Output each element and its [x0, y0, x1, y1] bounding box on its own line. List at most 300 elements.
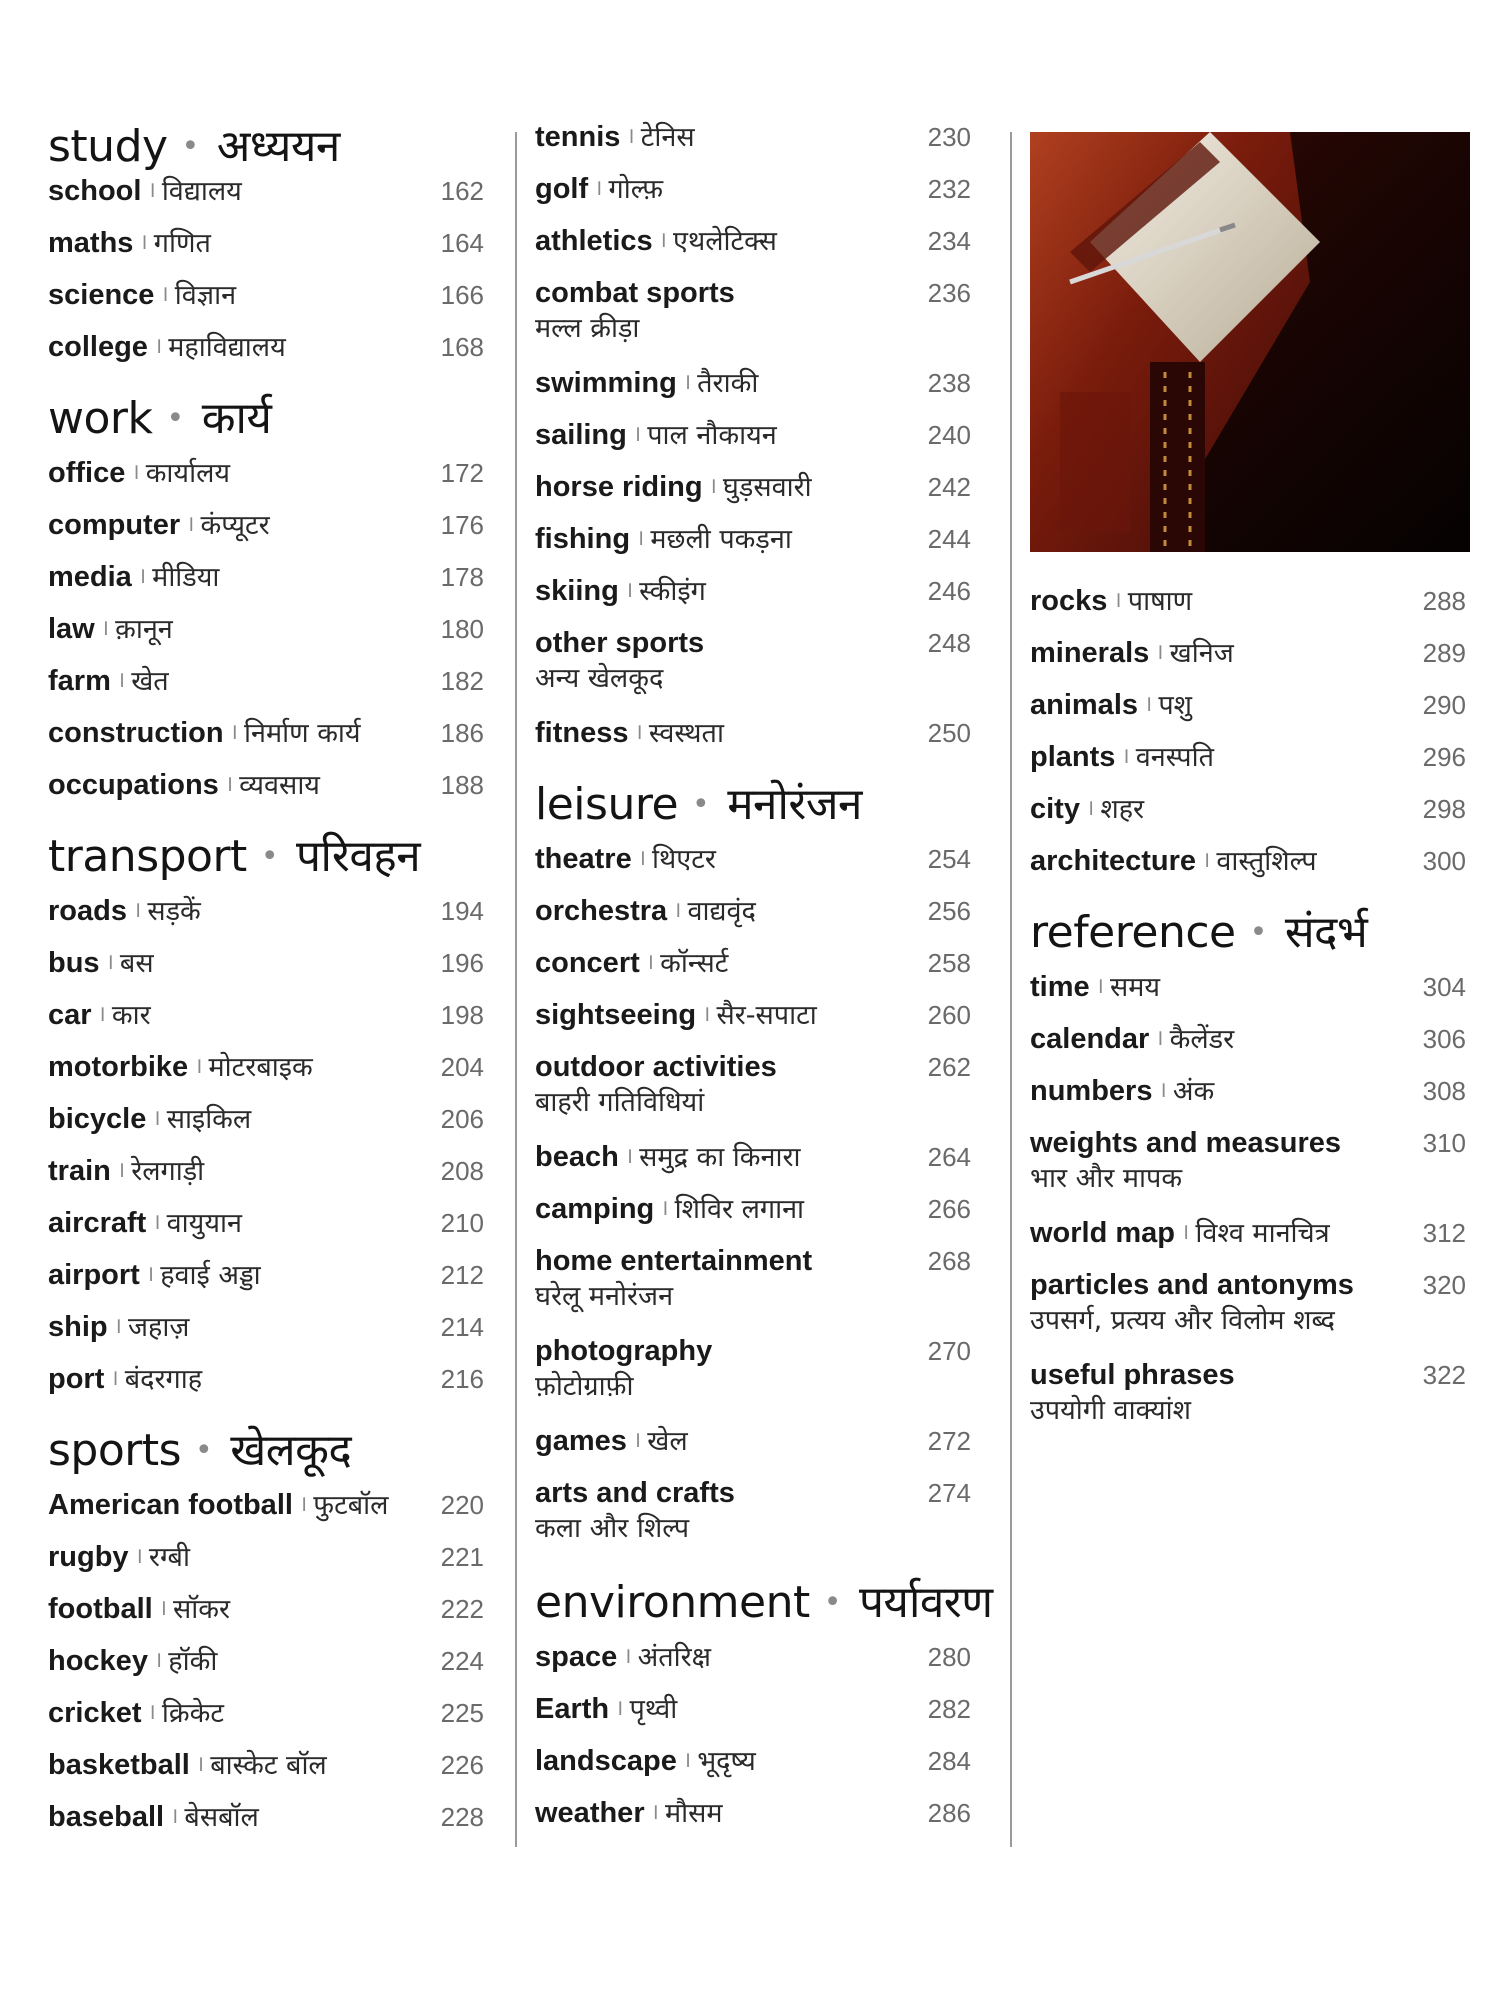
entry-hindi: कला और शिल्प: [535, 1513, 690, 1544]
entry-hindi: कार: [111, 1000, 151, 1031]
entry-separator: ।: [139, 230, 148, 255]
entry-english: swimming: [535, 367, 677, 399]
entry-hindi: वायुयान: [166, 1208, 242, 1239]
entry-hindi: समय: [1109, 972, 1161, 1003]
entry-page-number: 204: [440, 1052, 484, 1082]
contents-entry[interactable]: [48, 174, 488, 226]
entry-separator: ।: [660, 1196, 669, 1221]
entry-page-number: 168: [440, 332, 484, 362]
entry-hindi: समुद्र का किनारा: [639, 1142, 801, 1173]
entry-hindi: सॉकर: [173, 1594, 231, 1625]
entry-page-number: 238: [927, 368, 971, 398]
entry-page-number: 290: [1422, 690, 1466, 720]
entry-english: aircraft: [48, 1207, 147, 1239]
entry-hindi: बेसबॉल: [184, 1802, 259, 1833]
entry-english: bicycle: [48, 1103, 147, 1135]
entry-hindi: खनिज: [1169, 638, 1234, 669]
entry-hindi: खेत: [131, 666, 169, 697]
entry-hindi: कैलेंडर: [1169, 1024, 1235, 1055]
entry-english: time: [1030, 971, 1090, 1003]
entry-hindi: शिविर लगाना: [674, 1194, 805, 1225]
entry-english: football: [48, 1593, 153, 1625]
entry-hindi: क़ानून: [115, 614, 173, 645]
entry-separator: ।: [658, 228, 668, 253]
section-heading-english: leisure: [535, 779, 679, 830]
entry-page-number: 242: [927, 472, 971, 502]
entry-page-number: 286: [927, 1798, 971, 1828]
entry-hindi: कंप्यूटर: [200, 510, 270, 541]
entry-page-number: 300: [1422, 846, 1466, 876]
contents-entry[interactable]: [535, 1424, 975, 1476]
entry-english: space: [535, 1641, 618, 1673]
leather-book-pen-image: [1030, 132, 1470, 552]
section-heading-english: transport: [48, 831, 247, 882]
entry-page-number: 228: [440, 1802, 484, 1832]
entry-english: world map: [1030, 1217, 1176, 1249]
entry-english: athletics: [535, 225, 653, 257]
entry-english: weights and measures: [1030, 1127, 1342, 1159]
entry-separator: ।: [153, 1648, 163, 1673]
entry-page-number: 296: [1422, 742, 1466, 772]
contents-entry[interactable]: [535, 224, 975, 276]
entry-page-number: 236: [927, 278, 971, 308]
section-heading-english: sports: [48, 1425, 182, 1476]
entry-hindi: सड़कें: [147, 896, 201, 927]
entry-page-number: 246: [927, 576, 971, 606]
heading-bullet: •: [181, 129, 199, 164]
entry-english: plants: [1030, 741, 1116, 773]
section-heading: [535, 768, 975, 842]
entry-hindi: व्यवसाय: [239, 770, 320, 801]
contents-entry[interactable]: [1030, 584, 1470, 636]
contents-entry[interactable]: [48, 1050, 488, 1102]
entry-english: concert: [535, 947, 640, 979]
entry-page-number: 280: [927, 1642, 971, 1672]
entry-hindi: थिएटर: [652, 844, 716, 875]
entry-english: theatre: [535, 843, 632, 875]
contents-entry[interactable]: [48, 1540, 488, 1592]
section-heading-hindi: मनोरंजन: [727, 779, 862, 830]
entry-english: airport: [48, 1259, 140, 1291]
entry-hindi: निर्माण कार्य: [243, 718, 361, 749]
entry-hindi: शहर: [1100, 794, 1145, 825]
contents-entry[interactable]: [535, 1140, 975, 1192]
entry-separator: ।: [1095, 974, 1104, 999]
entry-english: minerals: [1030, 637, 1150, 669]
contents-entry[interactable]: [48, 1362, 488, 1414]
section-heading-english: environment: [535, 1577, 810, 1628]
entry-hindi: फ़ोटोग्राफ़ी: [535, 1371, 634, 1402]
contents-entry[interactable]: [535, 172, 975, 224]
entry-separator: ।: [160, 282, 169, 307]
entry-separator: ।: [623, 1644, 632, 1669]
entry-page-number: 260: [927, 1000, 971, 1030]
section-heading: [48, 382, 488, 456]
column-divider: [515, 132, 517, 1847]
contents-entry[interactable]: [48, 1800, 488, 1852]
entry-page-number: 232: [927, 174, 971, 204]
section-heading-hindi: कार्य: [201, 393, 272, 444]
entry-separator: ।: [116, 668, 126, 693]
contents-entry[interactable]: [1030, 844, 1470, 896]
entry-english: useful phrases: [1030, 1359, 1235, 1391]
entry-english: animals: [1030, 689, 1138, 721]
entry-page-number: 264: [927, 1142, 971, 1172]
entry-separator: ।: [116, 1158, 126, 1183]
entry-hindi: स्वस्थता: [648, 718, 724, 749]
section-heading: [535, 1566, 993, 1640]
entry-english: sailing: [535, 419, 627, 451]
entry-page-number: 308: [1422, 1076, 1466, 1106]
entry-english: landscape: [535, 1745, 677, 1777]
entry-hindi: भूदृष्य: [697, 1746, 756, 1777]
contents-entry[interactable]: [535, 1640, 975, 1692]
entry-separator: ।: [1202, 848, 1211, 873]
contents-entry[interactable]: [535, 1796, 975, 1848]
entry-separator: ।: [152, 1106, 161, 1131]
entry-english: other sports: [535, 627, 705, 659]
entry-separator: ।: [158, 1596, 168, 1621]
entry-english: city: [1030, 793, 1080, 825]
entry-hindi: भार और मापक: [1030, 1163, 1183, 1194]
entry-page-number: 180: [440, 614, 484, 644]
entry-english: law: [48, 613, 95, 645]
entry-page-number: 289: [1422, 638, 1466, 668]
contents-entry[interactable]: [48, 664, 488, 716]
entry-page-number: 250: [927, 718, 971, 748]
entry-hindi: टेनिस: [640, 122, 695, 153]
entry-page-number: 282: [927, 1694, 971, 1724]
section-heading-hindi: खेलकूद: [230, 1425, 352, 1476]
contents-entry[interactable]: [1030, 1126, 1470, 1216]
contents-entry[interactable]: [48, 226, 488, 278]
contents-entry[interactable]: [1030, 1358, 1470, 1448]
entry-english: orchestra: [535, 895, 668, 927]
contents-entry[interactable]: [535, 1692, 975, 1744]
contents-entry[interactable]: [535, 1476, 975, 1566]
entry-hindi: तैराकी: [697, 368, 759, 399]
contents-entry[interactable]: [48, 1310, 488, 1362]
heading-bullet: •: [823, 1585, 841, 1620]
entry-hindi: उपयोगी वाक्यांश: [1030, 1395, 1192, 1426]
contents-entry[interactable]: [48, 1748, 488, 1800]
contents-entry[interactable]: [1030, 1216, 1470, 1268]
entry-hindi: क्रिकेट: [161, 1698, 224, 1729]
entry-separator: ।: [195, 1752, 205, 1777]
entry-english: office: [48, 457, 126, 489]
entry-page-number: 162: [440, 176, 484, 206]
entry-page-number: 178: [440, 562, 484, 592]
entry-separator: ।: [632, 1428, 642, 1453]
entry-hindi: स्कीइंग: [639, 576, 706, 607]
contents-entry[interactable]: [48, 278, 488, 330]
contents-entry[interactable]: [48, 456, 488, 508]
entry-separator: ।: [97, 1002, 106, 1027]
entry-hindi: गणित: [153, 228, 211, 259]
entry-english: rugby: [48, 1541, 129, 1573]
contents-entry[interactable]: [48, 1644, 488, 1696]
entry-page-number: 222: [440, 1594, 484, 1624]
contents-entry[interactable]: [48, 1258, 488, 1310]
contents-entry[interactable]: [535, 276, 975, 366]
section-heading: [48, 120, 488, 174]
entry-hindi: रेलगाड़ी: [131, 1156, 205, 1187]
entry-english: farm: [48, 665, 111, 697]
entry-hindi: रग्बी: [148, 1542, 190, 1573]
entry-english: tennis: [535, 121, 621, 153]
entry-english: rocks: [1030, 585, 1108, 617]
contents-entry[interactable]: [1030, 1022, 1470, 1074]
entry-english: roads: [48, 895, 127, 927]
entry-page-number: 198: [440, 1000, 484, 1030]
entry-separator: ।: [105, 950, 114, 975]
section-photo: [1030, 132, 1470, 552]
entry-hindi: हवाई अड्डा: [160, 1260, 261, 1291]
entry-hindi: अंतरिक्ष: [637, 1642, 711, 1673]
entry-page-number: 272: [927, 1426, 971, 1456]
entry-separator: ।: [134, 1544, 143, 1569]
contents-column-2: [535, 120, 993, 1848]
contents-entry[interactable]: [535, 626, 975, 716]
entry-page-number: 176: [440, 510, 484, 540]
entry-hindi: उपसर्ग, प्रत्यय और विलोम शब्द: [1030, 1305, 1335, 1336]
entry-separator: ।: [1113, 588, 1122, 613]
heading-bullet: •: [260, 839, 279, 874]
contents-entry[interactable]: [535, 716, 975, 768]
entry-page-number: 182: [440, 666, 484, 696]
entry-english: college: [48, 331, 148, 363]
entry-separator: ।: [1158, 1078, 1167, 1103]
entry-separator: ।: [145, 1262, 155, 1287]
entry-page-number: 266: [927, 1194, 971, 1224]
entry-english: construction: [48, 717, 224, 749]
contents-entry[interactable]: [535, 1050, 975, 1140]
entry-separator: ।: [132, 898, 142, 923]
entry-page-number: 210: [440, 1208, 484, 1238]
contents-entry[interactable]: [48, 768, 488, 820]
section-heading: [1030, 896, 1470, 970]
contents-entry[interactable]: [48, 1696, 488, 1748]
entry-page-number: 230: [927, 122, 971, 152]
entry-separator: ।: [131, 460, 140, 485]
entry-hindi: वनस्पति: [1135, 742, 1214, 773]
entry-separator: ।: [1155, 1026, 1164, 1051]
entry-english: car: [48, 999, 92, 1031]
entry-separator: ।: [615, 1696, 624, 1721]
entry-page-number: 221: [440, 1542, 484, 1572]
contents-entry[interactable]: [1030, 688, 1470, 740]
section-heading-hindi: संदर्भ: [1284, 907, 1368, 958]
heading-bullet: •: [195, 1433, 213, 1468]
contents-entry[interactable]: [48, 612, 488, 664]
entry-separator: ।: [708, 474, 717, 499]
entry-separator: ।: [186, 512, 195, 537]
entry-separator: ।: [636, 526, 645, 551]
entry-english: fitness: [535, 717, 629, 749]
entry-hindi: विद्यालय: [161, 176, 242, 207]
entry-english: media: [48, 561, 132, 593]
contents-entry[interactable]: [535, 842, 975, 894]
entry-page-number: 186: [440, 718, 484, 748]
contents-entry[interactable]: [535, 366, 975, 418]
entry-english: numbers: [1030, 1075, 1153, 1107]
contents-entry[interactable]: [535, 574, 975, 626]
entry-hindi: जहाज़: [127, 1312, 190, 1343]
entry-hindi: महाविद्यालय: [168, 332, 286, 363]
contents-entry[interactable]: [1030, 636, 1470, 688]
contents-entry[interactable]: [48, 716, 488, 768]
entry-separator: ।: [1181, 1220, 1190, 1245]
entry-hindi: घरेलू मनोरंजन: [535, 1281, 674, 1312]
entry-separator: ।: [637, 846, 647, 871]
entry-english: hockey: [48, 1645, 148, 1677]
entry-english: port: [48, 1363, 105, 1395]
entry-english: golf: [535, 173, 589, 205]
entry-page-number: 270: [927, 1336, 971, 1366]
entry-page-number: 212: [440, 1260, 484, 1290]
entry-english: sightseeing: [535, 999, 697, 1031]
entry-english: beach: [535, 1141, 619, 1173]
section-heading-hindi: परिवहन: [296, 831, 421, 882]
entry-hindi: अंक: [1172, 1076, 1215, 1107]
entry-separator: ।: [147, 1700, 156, 1725]
contents-entry[interactable]: [535, 946, 975, 998]
contents-entry[interactable]: [48, 560, 488, 612]
entry-english: combat sports: [535, 277, 735, 309]
entry-hindi: पाल नौकायन: [647, 420, 777, 451]
entry-english: motorbike: [48, 1051, 189, 1083]
entry-page-number: 220: [440, 1490, 484, 1520]
entry-english: ship: [48, 1311, 108, 1343]
entry-page-number: 254: [927, 844, 971, 874]
entry-separator: ।: [147, 178, 156, 203]
entry-page-number: 304: [1422, 972, 1466, 1002]
contents-entry[interactable]: [535, 470, 975, 522]
entry-page-number: 164: [440, 228, 484, 258]
contents-entry[interactable]: [48, 946, 488, 998]
entry-page-number: 298: [1422, 794, 1466, 824]
entry-english: science: [48, 279, 155, 311]
entry-english: cricket: [48, 1697, 142, 1729]
entry-english: American football: [48, 1489, 293, 1521]
entry-english: home entertainment: [535, 1245, 813, 1277]
contents-entry[interactable]: [535, 120, 975, 172]
column-divider: [1010, 132, 1012, 1847]
section-heading: [48, 1414, 488, 1488]
entry-english: maths: [48, 227, 134, 259]
entry-hindi: विज्ञान: [174, 280, 237, 311]
section-heading-english: reference: [1030, 907, 1236, 958]
contents-entry[interactable]: [48, 1102, 488, 1154]
entry-hindi: बाहरी गतिविधियां: [535, 1087, 705, 1118]
contents-entry[interactable]: [48, 1592, 488, 1644]
contents-entry[interactable]: [1030, 1074, 1470, 1126]
contents-column-1: [48, 120, 488, 1852]
contents-entry[interactable]: [535, 894, 975, 946]
contents-entry[interactable]: [535, 418, 975, 470]
entry-english: outdoor activities: [535, 1051, 777, 1083]
contents-entry[interactable]: [48, 1154, 488, 1206]
entry-english: basketball: [48, 1749, 190, 1781]
entry-hindi: पशु: [1158, 690, 1193, 721]
heading-bullet: •: [1249, 915, 1267, 950]
contents-entry[interactable]: [1030, 970, 1470, 1022]
entry-page-number: 248: [927, 628, 971, 658]
contents-entry[interactable]: [535, 522, 975, 574]
contents-entry[interactable]: [1030, 1268, 1470, 1358]
entry-page-number: 262: [927, 1052, 971, 1082]
entry-hindi: मछली पकड़ना: [650, 524, 792, 555]
entry-page-number: 216: [440, 1364, 484, 1394]
entry-english: fishing: [535, 523, 631, 555]
entry-english: arts and crafts: [535, 1477, 735, 1509]
entry-hindi: घुड़सवारी: [722, 472, 812, 503]
entry-hindi: बंदरगाह: [124, 1364, 203, 1395]
entry-hindi: मोटरबाइक: [208, 1052, 313, 1083]
entry-page-number: 214: [440, 1312, 484, 1342]
entry-separator: ।: [110, 1366, 119, 1391]
contents-entry[interactable]: [48, 1488, 488, 1540]
contents-entry[interactable]: [535, 1192, 975, 1244]
section-heading-english: work: [48, 393, 153, 444]
entry-page-number: 206: [440, 1104, 484, 1134]
entry-page-number: 208: [440, 1156, 484, 1186]
entry-page-number: 166: [440, 280, 484, 310]
entry-english: horse riding: [535, 471, 703, 503]
entry-hindi: गोल्फ़: [608, 174, 664, 205]
entry-english: computer: [48, 509, 181, 541]
entry-separator: ।: [1085, 796, 1095, 821]
contents-entry[interactable]: [535, 1334, 975, 1424]
entry-hindi: साइकिल: [166, 1104, 252, 1135]
entry-separator: ।: [645, 950, 655, 975]
entry-page-number: 256: [927, 896, 971, 926]
entry-hindi: वाद्यवृंद: [687, 896, 756, 927]
contents-entry[interactable]: [1030, 792, 1470, 844]
entry-separator: ।: [673, 898, 682, 923]
entry-page-number: 196: [440, 948, 484, 978]
entry-separator: ।: [170, 1804, 179, 1829]
entry-english: particles and antonyms: [1030, 1269, 1354, 1301]
entry-separator: ।: [634, 720, 643, 745]
section-heading-hindi: अध्ययन: [216, 121, 340, 172]
contents-entry[interactable]: [48, 1206, 488, 1258]
entry-separator: ।: [100, 616, 110, 641]
entry-page-number: 312: [1422, 1218, 1466, 1248]
contents-entry[interactable]: [535, 998, 975, 1050]
entry-page-number: 258: [927, 948, 971, 978]
entry-hindi: फुटबॉल: [313, 1490, 389, 1521]
entry-page-number: 320: [1422, 1270, 1466, 1300]
entry-hindi: हॉकी: [168, 1646, 218, 1677]
entry-hindi: मीडिया: [152, 562, 220, 593]
entry-separator: ।: [113, 1314, 122, 1339]
entry-separator: ।: [626, 124, 635, 149]
contents-entry[interactable]: [48, 998, 488, 1050]
contents-entry[interactable]: [535, 1244, 975, 1334]
entry-separator: ।: [624, 1144, 634, 1169]
entry-page-number: 284: [927, 1746, 971, 1776]
entry-english: skiing: [535, 575, 619, 607]
contents-entry[interactable]: [535, 1744, 975, 1796]
entry-hindi: मौसम: [664, 1798, 723, 1829]
entry-page-number: 224: [440, 1646, 484, 1676]
contents-entry[interactable]: [48, 508, 488, 560]
entry-page-number: 188: [440, 770, 484, 800]
contents-entry[interactable]: [1030, 740, 1470, 792]
contents-entry[interactable]: [48, 894, 488, 946]
contents-entry[interactable]: [48, 330, 488, 382]
